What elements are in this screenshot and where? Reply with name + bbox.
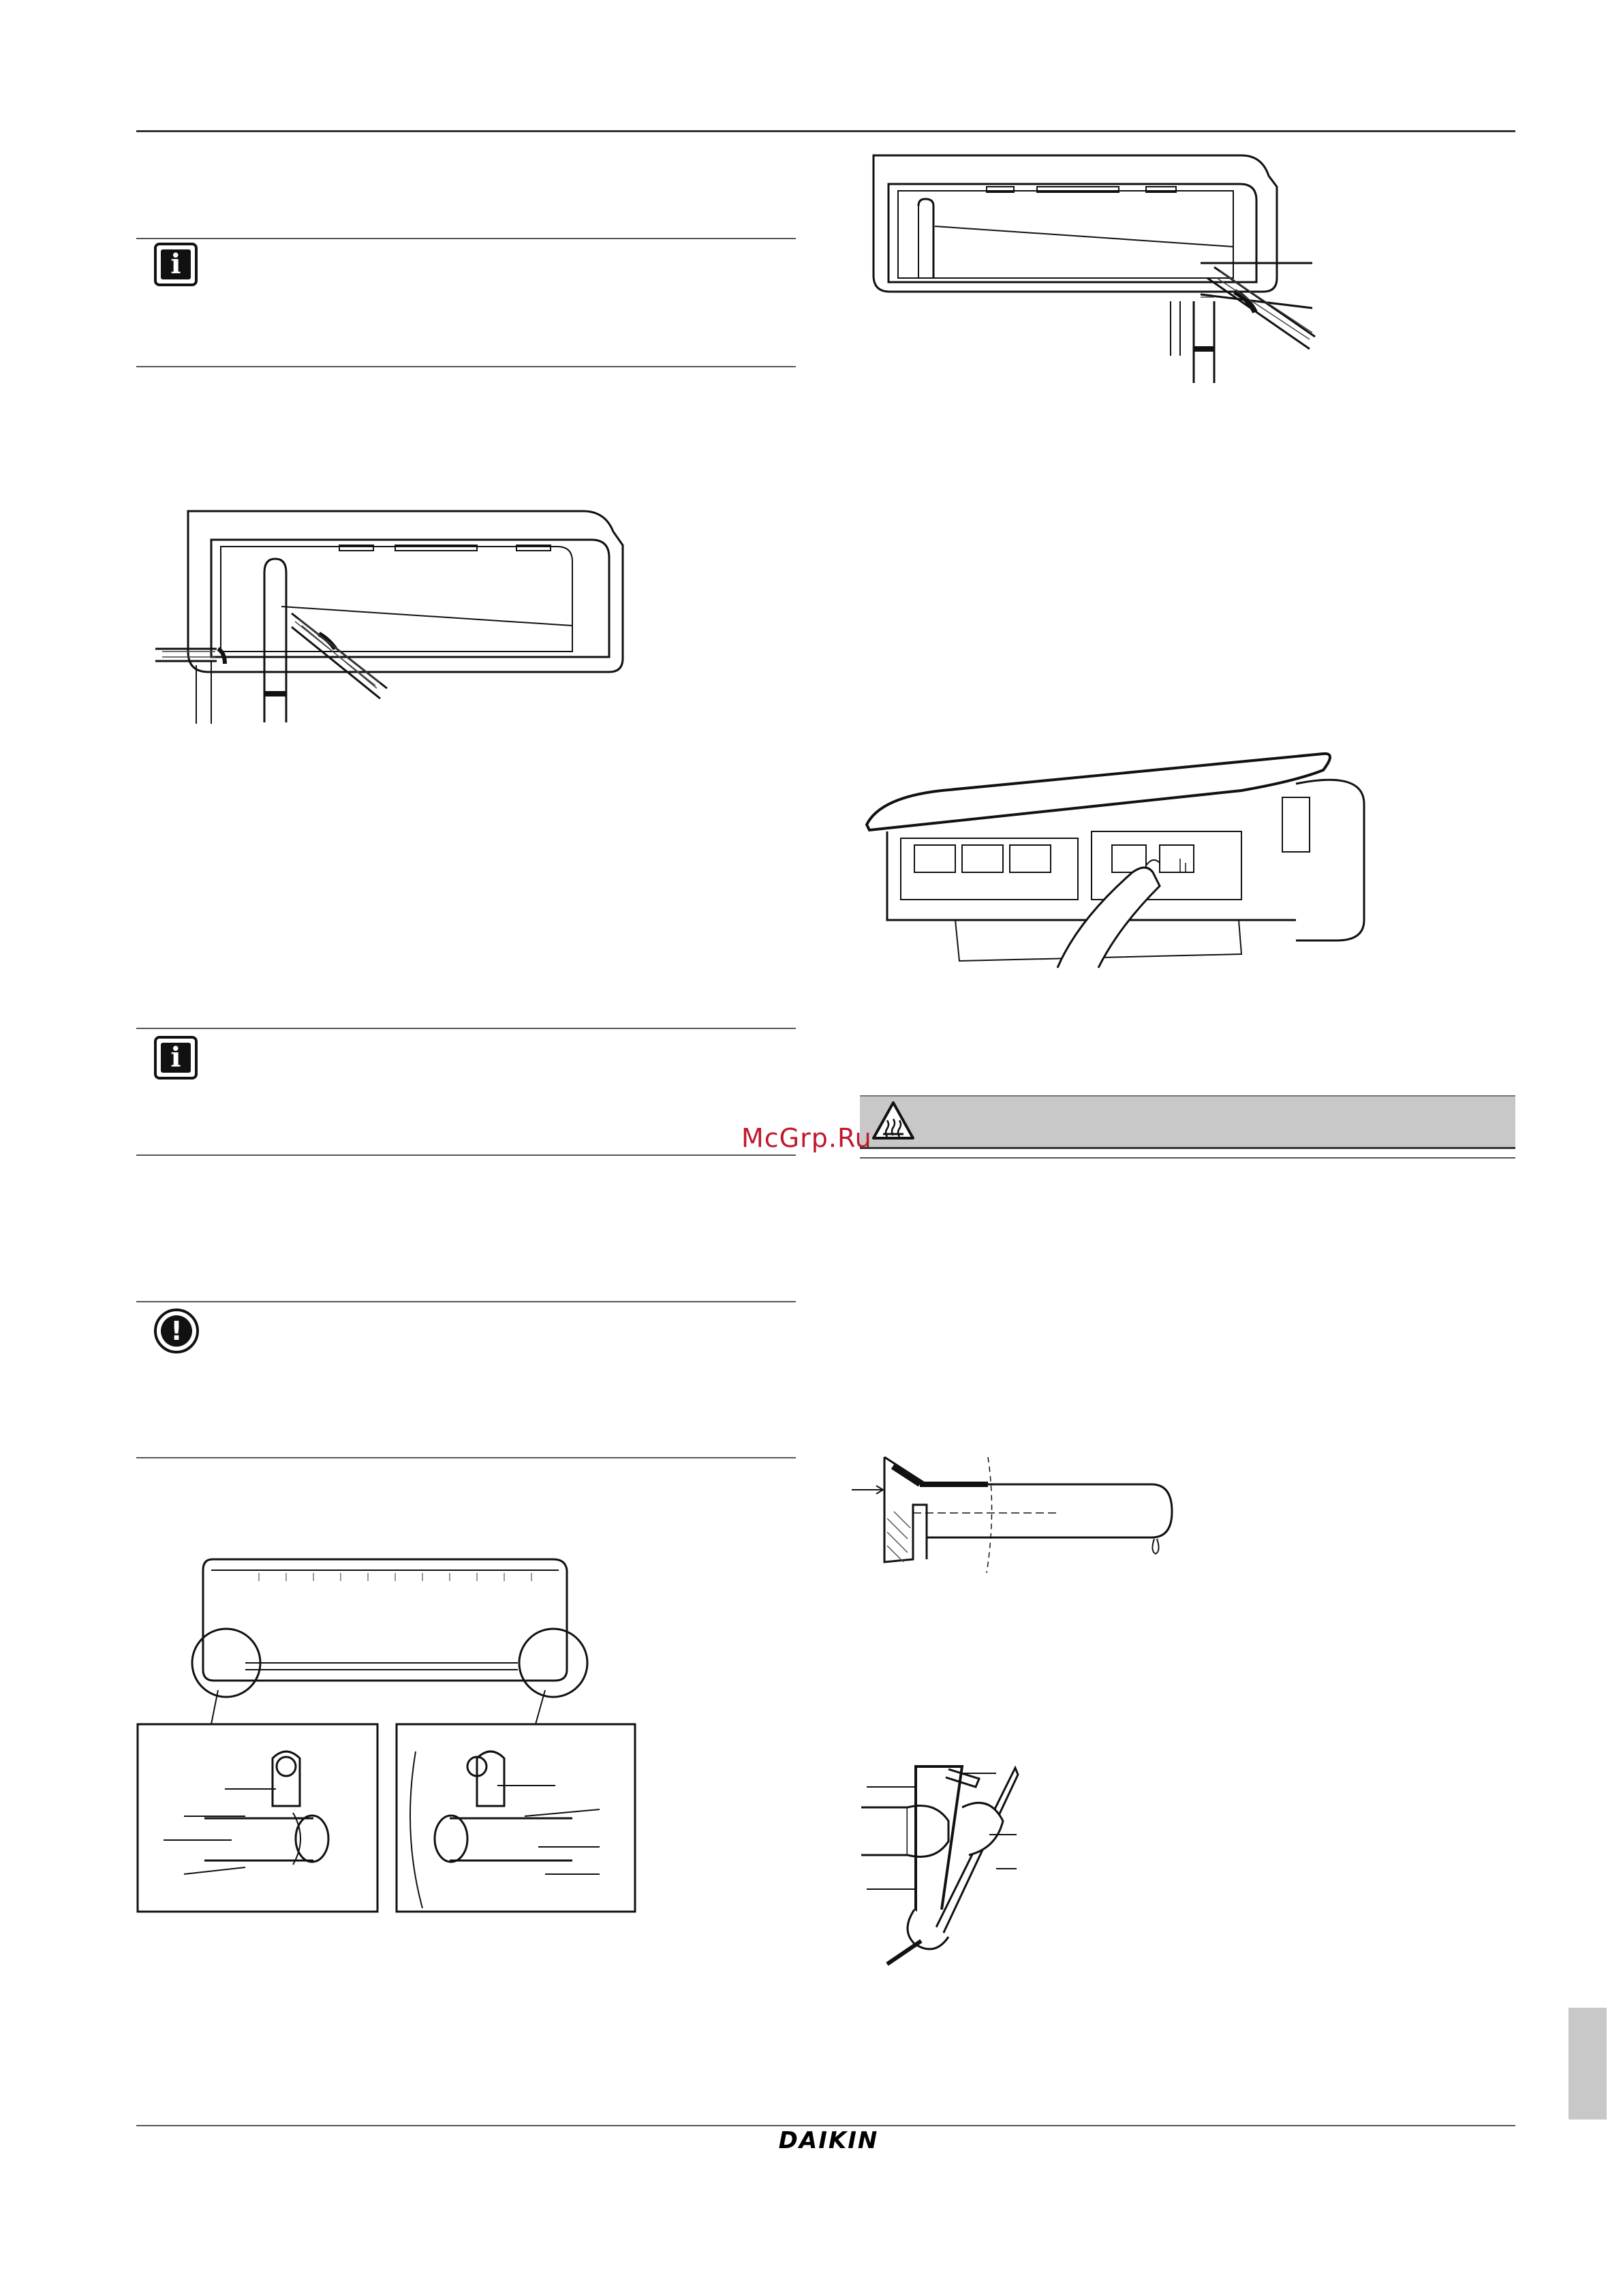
info-block-2-bottom-rule bbox=[136, 1154, 796, 1156]
side-tab bbox=[1568, 2008, 1607, 2119]
drain-hose-detail-figure bbox=[136, 1554, 640, 1915]
front-panel-open-figure bbox=[860, 743, 1378, 975]
daikin-logo: DAIKIN bbox=[778, 2127, 879, 2154]
hot-surface-icon bbox=[871, 1100, 916, 1141]
info-block-1-top-rule bbox=[136, 238, 796, 239]
piping-diagram-left bbox=[155, 504, 632, 729]
caution-bar bbox=[860, 1095, 1515, 1149]
notice-block-bottom-rule bbox=[136, 1457, 796, 1458]
info-block-2-top-rule bbox=[136, 1028, 796, 1029]
info-block-1-bottom-rule bbox=[136, 366, 796, 367]
info-icon: i bbox=[154, 243, 198, 286]
header-rule bbox=[136, 130, 1515, 132]
wrench-tightening-figure bbox=[860, 1760, 1044, 1978]
caution-block-bottom-rule bbox=[860, 1157, 1515, 1159]
piping-diagram-right bbox=[860, 151, 1323, 383]
exclamation-icon: ! bbox=[154, 1308, 199, 1353]
info-icon: i bbox=[154, 1036, 198, 1080]
watermark: McGrp.Ru bbox=[741, 1123, 872, 1153]
flare-section-figure bbox=[852, 1450, 1206, 1580]
notice-block-top-rule bbox=[136, 1301, 796, 1302]
footer-rule bbox=[136, 2125, 1515, 2126]
